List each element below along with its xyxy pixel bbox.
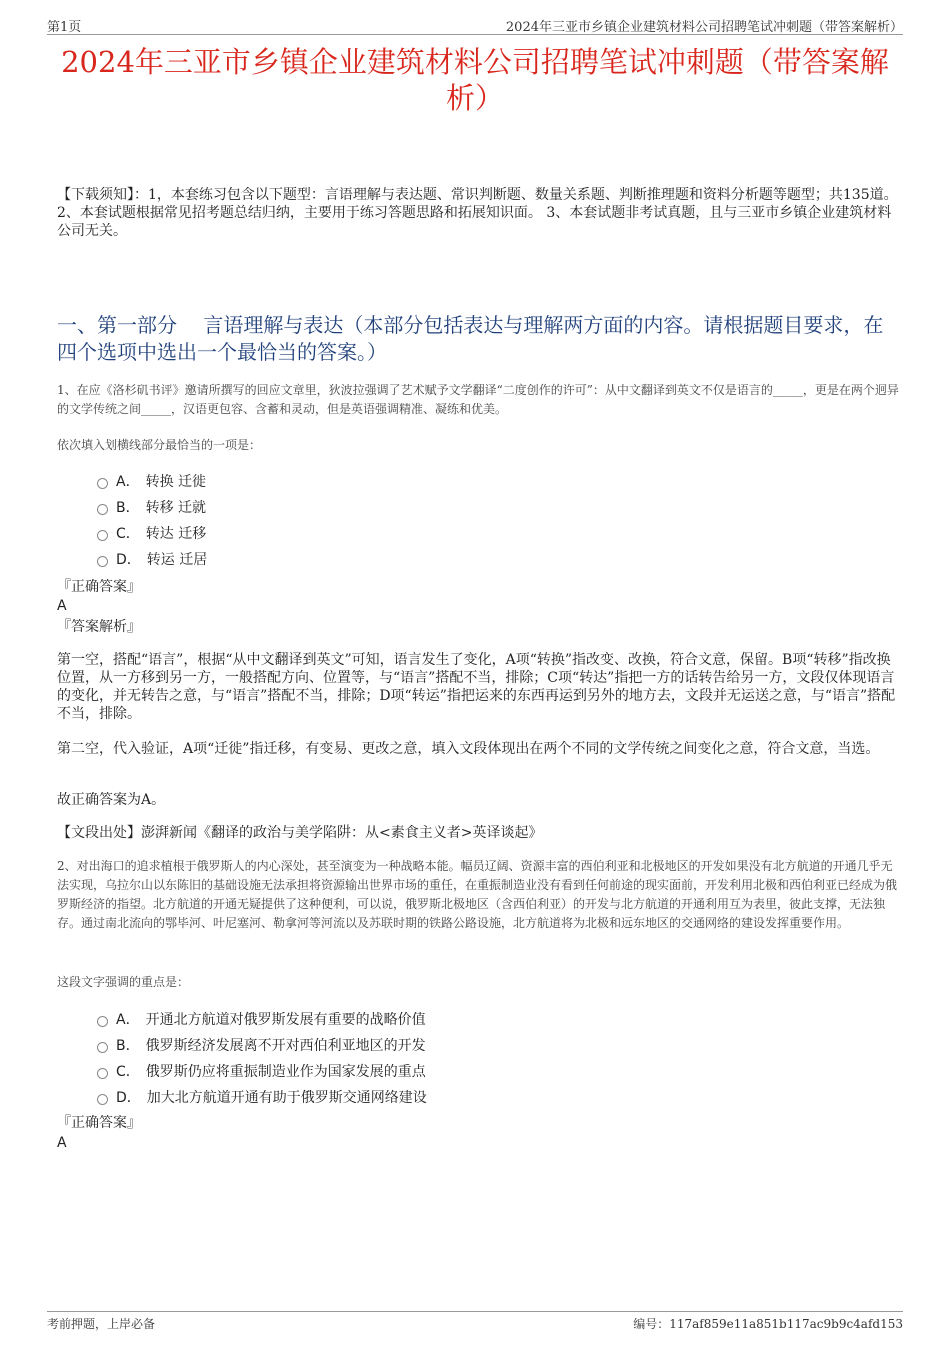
header-doc-title: 2024年三亚市乡镇企业建筑材料公司招聘笔试冲刺题（带答案解析） [505, 20, 903, 35]
radio-icon[interactable] [97, 1016, 108, 1027]
q1-conclusion: 故正确答案为A。 [57, 792, 166, 808]
q1-option-b[interactable]: B． 转移 迁就 [97, 494, 207, 520]
download-notice: 【下载须知】：1，本套练习包含以下题型：言语理解与表达题、常识判断题、数量关系题、判断推理题和资料分析题等题型；共135道。 2、本套试题根据常见招考题总结归纳，主要用于练习答题思路和拓展知识面。 3、本套试题非考试真题，且与三亚市乡镇企业建筑材料公司无关。 [57, 187, 898, 239]
q1-source: 【文段出处】澎湃新闻《翻译的政治与美学陷阱：从<素食主义者>英译谈起》 [57, 825, 543, 841]
radio-icon[interactable] [97, 504, 108, 515]
q2-option-c[interactable]: C． 俄罗斯仍应将重振制造业作为国家发展的重点 [97, 1058, 427, 1084]
footer-serial: 编号：117af859e11a851b117ac9b9c4afd153 [633, 1317, 903, 1331]
q2-answer: A [57, 1135, 67, 1151]
page-footer [47, 1311, 903, 1332]
page-number: 第1页 [47, 20, 82, 35]
page-header [47, 14, 903, 35]
radio-icon[interactable] [97, 478, 108, 489]
q2-answer-heading: 『正确答案』 [57, 1115, 141, 1131]
radio-icon[interactable] [97, 556, 108, 567]
q2-option-d[interactable]: D． 加大北方航道开通有助于俄罗斯交通网络建设 [97, 1084, 427, 1110]
q2-option-b[interactable]: B． 俄罗斯经济发展离不开对西伯利亚地区的开发 [97, 1032, 427, 1058]
question-1-options [97, 468, 207, 572]
q1-analysis-paragraph-1: 第一空，搭配“语言”，根据“从中文翻译到英文”可知，语言发生了变化，A项“转换”指改变、改换，符合文意，保留。B项“转移”指改换位置，从一方移到另一方，一般搭配方向、位置等，与“语言”搭配不当，排除；C项“转达”指把一方的话转告给另一方，文段仅体现语言的变化，并无转告之意，与“语言”搭配不当，排除；D项“转运”指把运来的东西再运到另外的地方去，文段并无运送之意，与“语言”搭配不当，排除。 [57, 652, 896, 722]
question-1-text: 1、在应《洛杉矶书评》邀请所撰写的回应文章里，狄波拉强调了艺术赋予文学翻译“二度创作的许可”：从中文翻译到英文不仅是语言的_____，更是在两个迥异的文学传统之间_____，汉语更包容、含蓄和灵动，但是英语强调精准、凝练和优美。 [57, 383, 899, 416]
q2-option-a[interactable]: A． 开通北方航道对俄罗斯发展有重要的战略价值 [97, 1006, 427, 1032]
question-1-prompt: 依次填入划横线部分最恰当的一项是： [57, 438, 262, 452]
radio-icon[interactable] [97, 1094, 108, 1105]
q1-analysis-heading: 『答案解析』 [57, 619, 141, 635]
q1-option-c[interactable]: C． 转达 迁移 [97, 520, 207, 546]
radio-icon[interactable] [97, 1068, 108, 1079]
question-2-text: 2、对出海口的追求植根于俄罗斯人的内心深处，甚至演变为一种战略本能。幅员辽阔、资源丰富的西伯利亚和北极地区的开发如果没有北方航道的开通几乎无法实现，乌拉尔山以东陈旧的基础设施无法承担将资源输出世界市场的重任，在重振制造业没有看到任何前途的现实面前，开发利用北极和西伯利亚已经成为俄罗斯经济的指望。北方航道的开通无疑提供了这种便利，可以说，俄罗斯北极地区（含西伯利亚）的开发与北方航道的开通利用互为表里，彼此支撑，无法独存。通过南北流向的鄂毕河、叶尼塞河、勒拿河等河流以及苏联时期的铁路公路设施，北方航道将为北极和远东地区的交通网络的建设发挥重要作用。 [57, 859, 898, 930]
document-title: 2024年三亚市乡镇企业建筑材料公司招聘笔试冲刺题（带答案解析） [61, 45, 889, 115]
q1-answer: A [57, 598, 67, 614]
footer-slogan: 考前押题，上岸必备 [47, 1317, 156, 1331]
q1-option-a[interactable]: A． 转换 迁徙 [97, 468, 207, 494]
question-2-options [97, 1006, 427, 1110]
radio-icon[interactable] [97, 1042, 108, 1053]
q1-analysis-paragraph-2: 第二空，代入验证，A项“迁徙”指迁移，有变易、更改之意，填入文段体现出在两个不同的文学传统之间变化之意，符合文意，当选。 [57, 741, 880, 757]
question-2-prompt: 这段文字强调的重点是： [57, 975, 190, 989]
radio-icon[interactable] [97, 530, 108, 541]
q1-answer-heading: 『正确答案』 [57, 579, 141, 595]
section-title: 一、第一部分 言语理解与表达（本部分包括表达与理解两方面的内容。请根据题目要求，在四个选项中选出一个最恰当的答案。） [57, 313, 884, 364]
q1-option-d[interactable]: D． 转运 迁居 [97, 546, 207, 572]
